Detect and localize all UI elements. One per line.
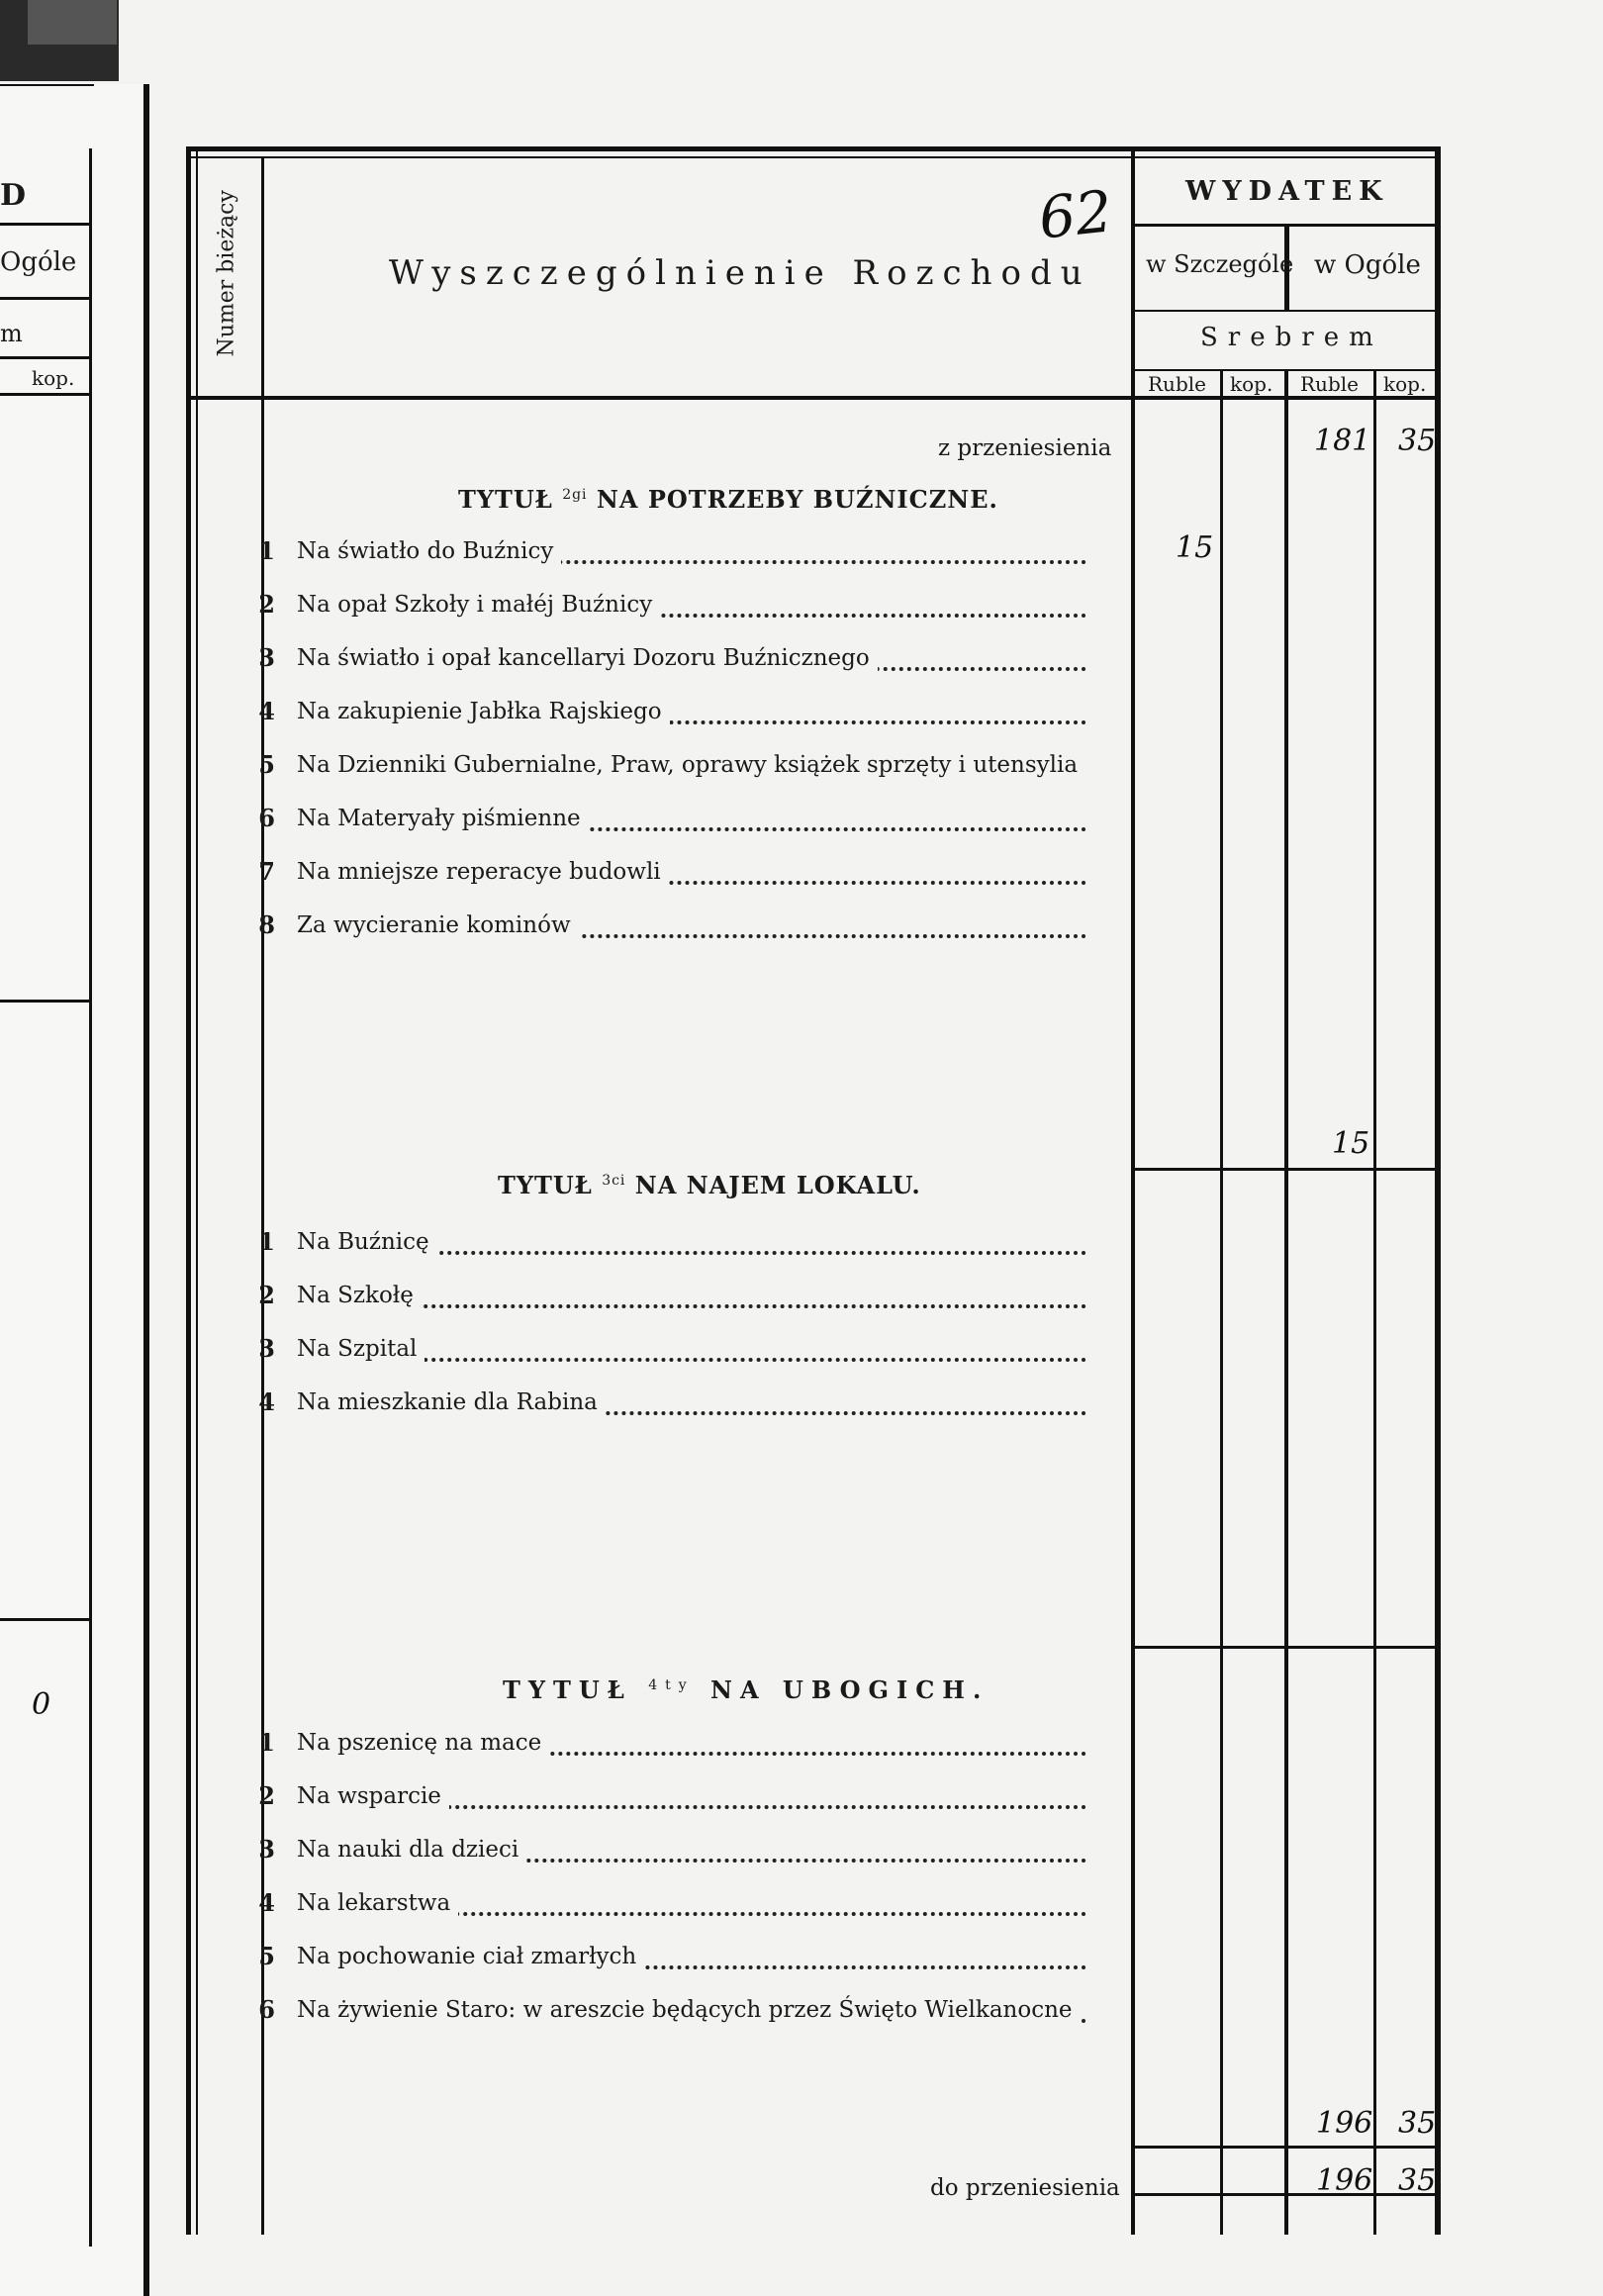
section-ordinal: 4ty: [648, 1677, 695, 1693]
row-number: 6: [258, 804, 275, 832]
left-page-header-ogole: Ogóle: [0, 247, 77, 277]
do-przeniesienia-label: do przeniesienia: [930, 2175, 1120, 2201]
row-label: Za wycieranie kominów: [297, 912, 579, 938]
row-number: 3: [258, 1835, 275, 1864]
row-number: 5: [258, 1942, 275, 1970]
row-number: 3: [258, 643, 275, 672]
table-row: [186, 1279, 1096, 1314]
left-page-rule: [0, 356, 89, 359]
frame-top: [186, 146, 1441, 151]
numer-column-divider: [261, 158, 264, 2235]
row-number: 4: [258, 1387, 275, 1416]
row-number: 2: [258, 590, 275, 619]
header-bottom-rule: [186, 396, 1441, 400]
z-przeniesienia-ruble: 181: [1314, 424, 1371, 458]
row-number: 2: [258, 1281, 275, 1309]
left-page-rule: [0, 393, 89, 396]
wydatek-header: WYDATEK: [1185, 176, 1389, 207]
table-row: [186, 1726, 1096, 1762]
szczegole-rule: [1131, 310, 1441, 312]
do-przeniesienia-kop: 35: [1398, 2163, 1437, 2198]
row-number: 6: [258, 1995, 275, 2024]
z-przeniesienia-label: z przeniesienia: [938, 435, 1112, 461]
row-label: Na mieszkanie dla Rabina: [297, 1389, 606, 1415]
row-number: 7: [258, 857, 275, 886]
page-total-ruble: 196: [1316, 2106, 1373, 2141]
kop-column-line-1: [1220, 369, 1223, 2235]
scan-edge-shadow-inner: [28, 0, 117, 45]
table-row: [186, 1386, 1096, 1421]
row-label: Na mniejsze reperacye budowli: [297, 859, 669, 885]
page-total-kop: 35: [1398, 2106, 1437, 2141]
row-number: 4: [258, 1888, 275, 1917]
left-page-rule: [0, 223, 89, 226]
carry-forward-rule: [1131, 2193, 1441, 2196]
section-title-word: TYTUŁ: [498, 1171, 593, 1199]
folio-number: 62: [1035, 177, 1116, 252]
table-row: [186, 909, 1096, 944]
left-page-header-d: D: [0, 178, 27, 213]
left-page-rule: [0, 297, 89, 300]
w-szczegole-header: w Szczególe: [1146, 250, 1294, 278]
ruble-header-2: Ruble: [1300, 372, 1359, 396]
section-title-word: TYTUŁ: [458, 485, 553, 514]
left-page-column-line: [89, 148, 92, 2247]
section-title-3: [498, 1171, 921, 1199]
section-title-4: [503, 1675, 989, 1704]
table-row: [186, 588, 1096, 623]
z-przeniesienia-kop: 35: [1398, 424, 1437, 458]
table-row: [186, 1993, 1096, 2029]
section-2-total-rule: [1131, 1168, 1441, 1171]
table-row: [186, 1225, 1096, 1261]
table-row: [186, 748, 1096, 784]
ruble-header-1: Ruble: [1148, 372, 1206, 396]
row-number: 8: [258, 910, 275, 939]
section-ordinal: 3ci: [602, 1173, 626, 1189]
section-2-total-ruble: 15: [1332, 1126, 1370, 1161]
do-przeniesienia-ruble: 196: [1316, 2163, 1373, 2198]
row-label: Na światło do Buźnicy: [297, 538, 561, 564]
row-label: Na Dzienniki Gubernialne, Praw, oprawy książek sprzęty i utensylia: [297, 752, 1085, 778]
row-number: 5: [258, 750, 275, 779]
kop-column-line-2: [1373, 369, 1376, 2235]
table-row: [186, 855, 1096, 891]
page-total-rule: [1131, 2146, 1441, 2149]
kop-header-1: kop.: [1230, 372, 1273, 396]
section-title-word: TYTUŁ: [503, 1675, 632, 1704]
row-number: 3: [258, 1334, 275, 1363]
row-label: Na Materyały piśmienne: [297, 806, 589, 831]
frame-right: [1435, 146, 1441, 2235]
row-label: Na Buźnicę: [297, 1229, 437, 1255]
left-page-top-rule: [0, 84, 94, 86]
w-ogole-header: w Ogóle: [1314, 250, 1421, 280]
section-title-2: [458, 485, 998, 514]
row-label: Na nauki dla dzieci: [297, 1837, 526, 1863]
row-number: 4: [258, 697, 275, 725]
row-amount-ruble: 15: [1176, 530, 1214, 565]
left-page-rule: [0, 1000, 89, 1003]
frame-top-inner: [186, 156, 1441, 158]
row-number: 1: [258, 1227, 275, 1256]
ruble-column-line-2: [1284, 369, 1288, 2235]
page-title: Wyszczególnienie Rozchodu: [389, 253, 1091, 293]
row-label: Na wsparcie: [297, 1783, 449, 1809]
numer-biezacy-header: Numer bieżący: [214, 190, 239, 357]
table-row: [186, 695, 1096, 730]
row-label: Na zakupienie Jabłka Rajskiego: [297, 699, 670, 724]
table-row: [186, 802, 1096, 837]
row-label: Na opał Szkoły i małéj Buźnicy: [297, 592, 660, 618]
section-name: NA NAJEM LOKALU.: [634, 1171, 921, 1199]
section-3-total-rule: [1131, 1646, 1441, 1649]
row-label: Na lekarstwa: [297, 1890, 458, 1916]
kop-header-2: kop.: [1383, 372, 1427, 396]
row-label: Na pochowanie ciał zmarłych: [297, 1944, 644, 1969]
table-row: [186, 1332, 1096, 1368]
ledger-page: [186, 146, 1441, 2235]
table-row: [186, 1833, 1096, 1868]
row-label: Na żywienie Staro: w areszcie będących przez Święto Wielkanocne: [297, 1997, 1081, 2023]
section-name: NA POTRZEBY BUŹNICZNE.: [596, 485, 998, 514]
table-row: [186, 1940, 1096, 1975]
left-page-header-kop: kop.: [32, 366, 75, 390]
wydatek-column-divider: [1131, 146, 1135, 2235]
section-name: NA UBOGICH.: [710, 1675, 990, 1704]
table-row: [186, 641, 1096, 677]
row-label: Na Szkołę: [297, 1283, 422, 1308]
srebrem-header: Srebrem: [1200, 323, 1383, 352]
row-label: Na światło i opał kancellaryi Dozoru Buźnicznego: [297, 645, 878, 671]
row-label: Na Szpital: [297, 1336, 424, 1362]
table-row: [186, 1886, 1096, 1922]
left-page-rule: [0, 1618, 89, 1621]
row-label: Na pszenicę na mace: [297, 1730, 549, 1756]
left-page-header-m: m: [0, 320, 23, 347]
left-page-hand-mark: 0: [32, 1687, 51, 1722]
row-number: 2: [258, 1781, 275, 1810]
table-row: [186, 534, 1096, 570]
row-number: 1: [258, 1728, 275, 1757]
section-ordinal: 2gi: [562, 487, 588, 503]
row-number: 1: [258, 536, 275, 565]
left-neighbour-page: [0, 84, 149, 2296]
table-row: [186, 1779, 1096, 1815]
